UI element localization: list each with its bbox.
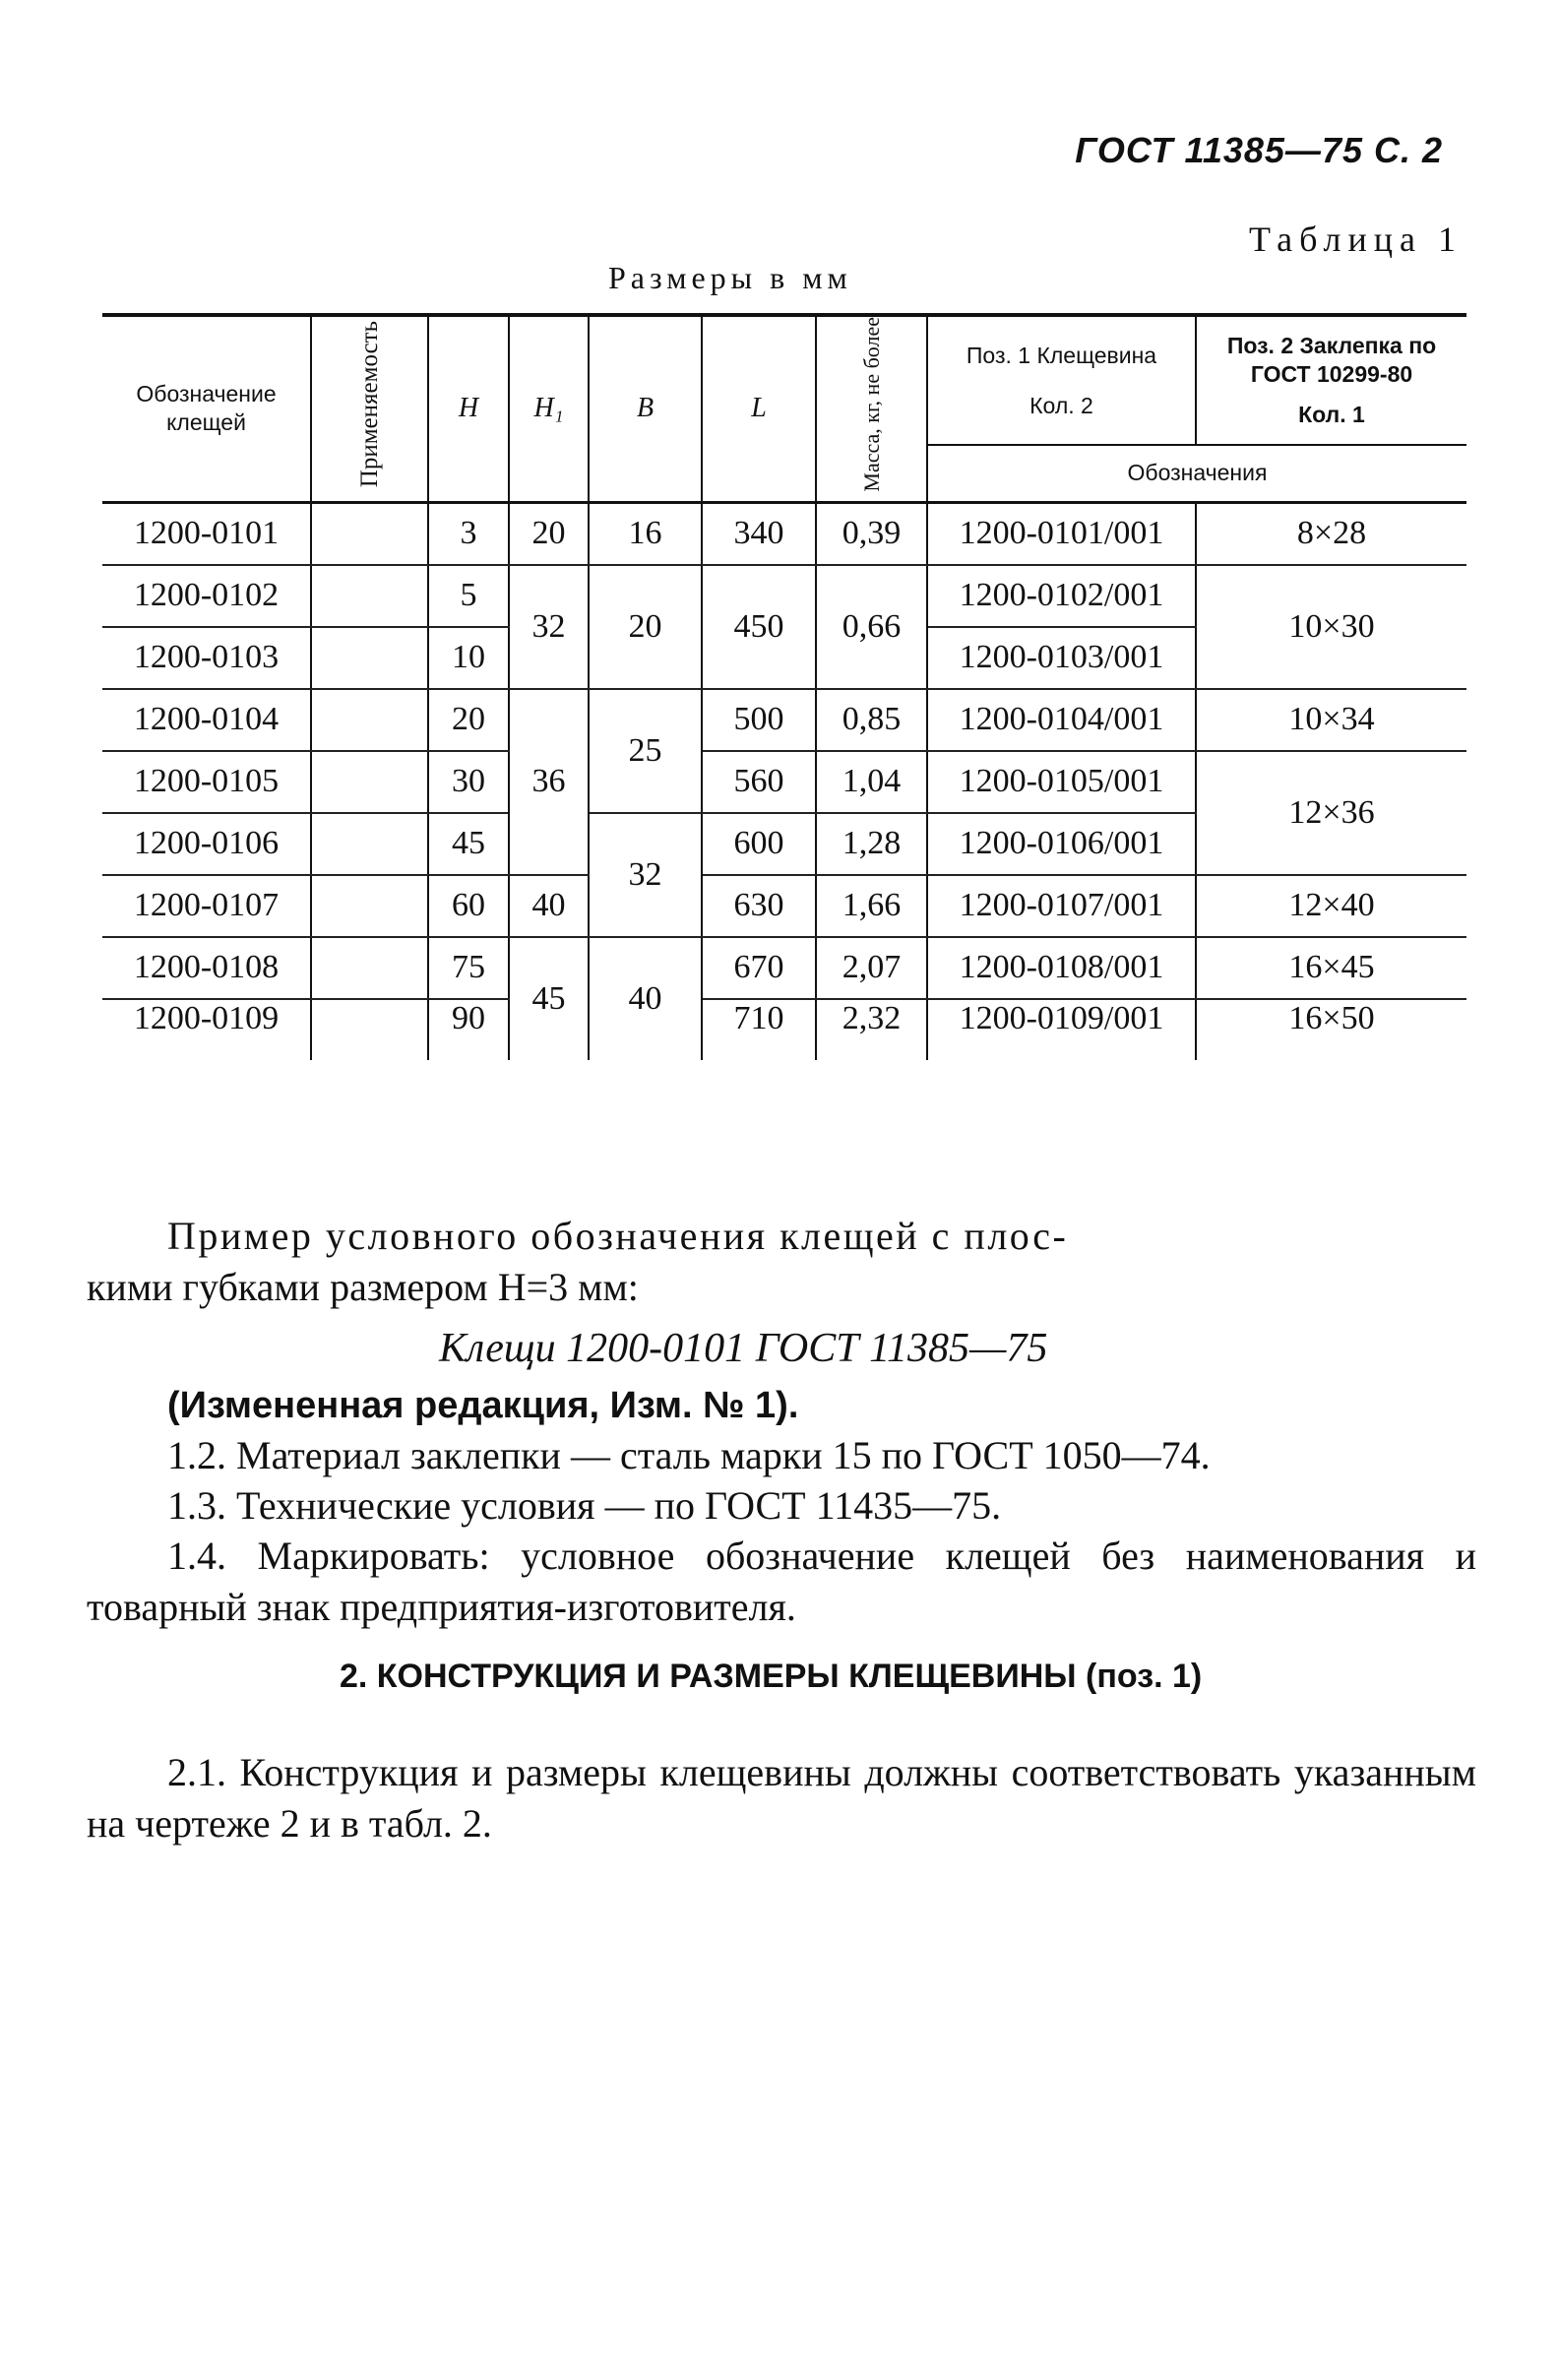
cell-h1: 40 [509,875,589,937]
table-row [102,689,1466,751]
header-pos1-title: Поз. 1 Клещевина [966,342,1157,368]
page-header: ГОСТ 11385—75 С. 2 [1075,130,1443,170]
cell-pos2: 12×40 [1196,875,1466,937]
cell-pos1: 1200-0109/001 [927,999,1196,1060]
cell-applicability [311,689,428,751]
cell-applicability [311,502,428,565]
cell-l: 500 [702,689,816,751]
example-line-1: Пример условного обозначения клещей с плос- [167,1214,1069,1258]
header-h1: H₁ [509,315,589,502]
cell-l: 710 [702,999,816,1060]
cell-pos2: 12×36 [1196,751,1466,875]
header-pos2-qty: Кол. 1 [1298,402,1365,428]
cell-h: 45 [428,813,509,875]
cell-applicability [311,751,428,813]
cell-mass: 2,07 [816,937,927,999]
cell-pos2: 10×30 [1196,565,1466,689]
cell-pos2: 10×34 [1196,689,1466,751]
cell-l: 600 [702,813,816,875]
paragraph-2-1: 2.1. Конструкция и размеры клещевины должны соответствовать указанным на чертеже 2 и в табл. 2. [87,1750,1476,1846]
cell-b: 25 [589,689,702,813]
header-applicability: Применяемость [311,315,428,502]
cell-designation: 1200-0103 [102,627,311,689]
cell-pos1: 1200-0107/001 [927,875,1196,937]
cell-designation: 1200-0109 [102,999,311,1060]
cell-h: 30 [428,751,509,813]
header-pos2 [1196,315,1466,445]
cell-pos1: 1200-0108/001 [927,937,1196,999]
cell-designation: 1200-0101 [102,502,311,565]
cell-pos1: 1200-0105/001 [927,751,1196,813]
cell-l: 340 [702,502,816,565]
cell-b: 32 [589,813,702,937]
cell-mass: 0,66 [816,565,927,689]
cell-h1: 32 [509,565,589,689]
cell-pos2: 16×50 [1196,999,1466,1060]
cell-pos1: 1200-0102/001 [927,565,1196,627]
example-designation: Клещи 1200-0101 ГОСТ 11385—75 [439,1326,1048,1371]
cell-h: 10 [428,627,509,689]
cell-h1: 36 [509,689,589,875]
cell-pos2: 16×45 [1196,937,1466,999]
cell-l: 670 [702,937,816,999]
revision-note: (Измененная редакция, Изм. № 1). [167,1385,799,1426]
paragraph-1-4: 1.4. Маркировать: условное обозначение клещей без наименования и товарный знак предприятия-изготовителя. [87,1534,1476,1629]
units-caption: Размеры в мм [608,260,852,295]
cell-b: 20 [589,565,702,689]
cell-mass: 1,28 [816,813,927,875]
cell-mass: 0,39 [816,502,927,565]
paragraph-1-2: 1.2. Материал заклепки — сталь марки 15 по ГОСТ 1050—74. [167,1433,1211,1477]
cell-designation: 1200-0107 [102,875,311,937]
cell-applicability [311,937,428,999]
header-designation: Обозначение клещей [102,315,311,502]
cell-h: 75 [428,937,509,999]
cell-pos1: 1200-0101/001 [927,502,1196,565]
section-2-heading: 2. КОНСТРУКЦИЯ И РАЗМЕРЫ КЛЕЩЕВИНЫ (поз. 1) [340,1658,1203,1695]
cell-pos1: 1200-0103/001 [927,627,1196,689]
cell-designation: 1200-0108 [102,937,311,999]
cell-b: 16 [589,502,702,565]
cell-pos1: 1200-0104/001 [927,689,1196,751]
cell-l: 450 [702,565,816,689]
cell-designation: 1200-0105 [102,751,311,813]
table-row [102,999,1466,1060]
cell-applicability [311,875,428,937]
cell-applicability [311,565,428,627]
cell-l: 630 [702,875,816,937]
cell-designation: 1200-0102 [102,565,311,627]
cell-pos1: 1200-0106/001 [927,813,1196,875]
cell-applicability [311,999,428,1060]
cell-mass: 1,66 [816,875,927,937]
cell-pos2: 8×28 [1196,502,1466,565]
header-l: L [702,315,816,502]
cell-applicability [311,627,428,689]
paragraph-1-3: 1.3. Технические условия — по ГОСТ 11435—75. [167,1483,1002,1528]
table-row [102,502,1466,565]
table-number: Таблица 1 [1249,219,1463,259]
header-h: H [428,315,509,502]
cell-h: 60 [428,875,509,937]
cell-h: 90 [428,999,509,1060]
table-row [102,937,1466,999]
cell-mass: 2,32 [816,999,927,1060]
cell-h1: 45 [509,937,589,1060]
table-row [102,875,1466,937]
table-row [102,751,1466,813]
header-pos2-title: Поз. 2 Заклепка по ГОСТ 10299-80 [1226,333,1437,388]
cell-mass: 0,85 [816,689,927,751]
header-designations: Обозначения [927,445,1466,502]
header-mass: Масса, кг, не более [816,315,927,502]
dimensions-table [102,313,1466,1060]
cell-mass: 1,04 [816,751,927,813]
cell-applicability [311,813,428,875]
example-line-2: кими губками размером H=3 мм: [87,1265,639,1309]
cell-h1: 20 [509,502,589,565]
header-pos1-qty: Кол. 2 [1029,392,1093,418]
cell-l: 560 [702,751,816,813]
cell-designation: 1200-0106 [102,813,311,875]
cell-h: 3 [428,502,509,565]
cell-b: 40 [589,937,702,1060]
header-b: B [589,315,702,502]
cell-h: 20 [428,689,509,751]
header-pos1 [927,315,1196,445]
cell-h: 5 [428,565,509,627]
table-row [102,565,1466,627]
cell-designation: 1200-0104 [102,689,311,751]
